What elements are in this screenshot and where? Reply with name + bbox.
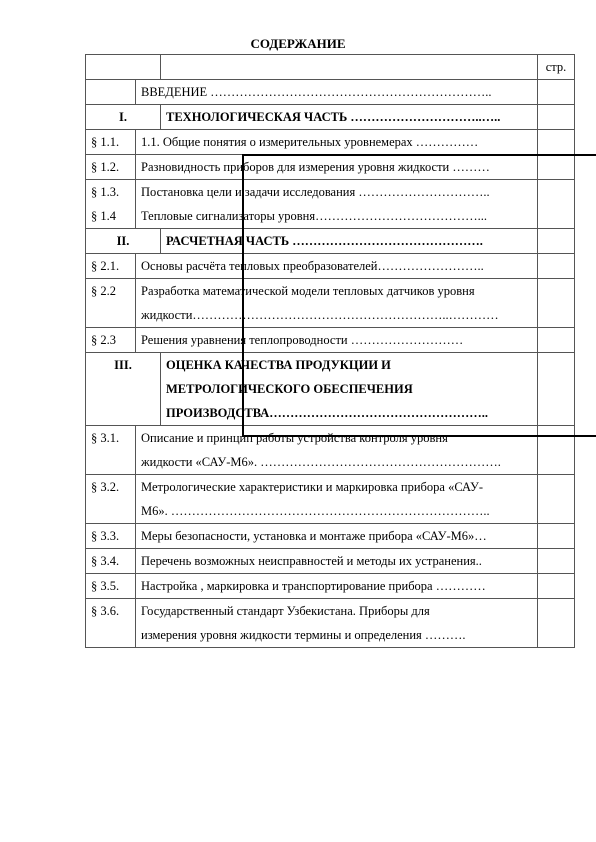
section-title-line: Постановка цели и задачи исследования …………………………..	[141, 185, 490, 199]
section-title	[136, 599, 538, 648]
section-title: ВВЕДЕНИЕ …………………………………………………………..	[136, 80, 538, 105]
section-title: Настройка , маркировка и транспортирование прибора …………	[136, 574, 538, 599]
table-row	[86, 574, 575, 599]
section-title-line: жидкости «САУ-М6». ………………………………………………….	[141, 455, 501, 469]
section-number: § 2.3	[86, 328, 136, 353]
part-title-line: МЕТРОЛОГИЧЕСКОГО ОБЕСПЕЧЕНИЯ	[166, 382, 413, 396]
section-number: § 3.1.	[86, 426, 136, 475]
table-row	[86, 549, 575, 574]
table-row	[86, 130, 575, 155]
part-number: II.	[86, 229, 161, 254]
part-title-line: ПРОИЗВОДСТВА……………………………………………..	[166, 406, 489, 420]
section-title: Решения уравнения теплопроводности ………………………	[136, 328, 538, 353]
overlay-bracket	[242, 154, 596, 437]
section-title	[136, 475, 538, 524]
section-title-line: М6». …………………………………………………………………..	[141, 504, 490, 518]
section-number: § 1.2.	[86, 155, 136, 180]
part-number: III.	[86, 353, 161, 426]
part-title: РАСЧЕТНАЯ ЧАСТЬ ……………………………………….	[161, 229, 538, 254]
section-title-line: жидкости……………………………………………………..…………	[141, 308, 499, 322]
header-cell	[161, 55, 538, 80]
section-number-line: § 1.4	[91, 209, 116, 223]
section-number: § 3.3.	[86, 524, 136, 549]
page-column-header: стр.	[538, 55, 575, 80]
section-number: § 3.4.	[86, 549, 136, 574]
table-row	[86, 475, 575, 524]
page-number-cell	[538, 549, 575, 574]
section-number: § 3.5.	[86, 574, 136, 599]
section-number	[86, 180, 136, 229]
page-number-cell	[538, 475, 575, 524]
section-title-line: Разработка математической модели тепловых датчиков уровня	[141, 284, 475, 298]
header-cell	[86, 55, 161, 80]
section-title: Перечень возможных неисправностей и методы их устранения..	[136, 549, 538, 574]
table-row	[86, 524, 575, 549]
section-number	[86, 80, 136, 105]
section-title-line: Метрологические характеристики и маркировка прибора «САУ-	[141, 480, 483, 494]
page-number-cell	[538, 599, 575, 648]
section-number-line: § 1.3.	[91, 185, 120, 199]
table-header-row	[86, 55, 575, 80]
section-title-line: Государственный стандарт Узбекистана. Приборы для	[141, 604, 430, 618]
page-number-cell	[538, 105, 575, 130]
table-row	[86, 599, 575, 648]
part-title-line: ОЦЕНКА КАЧЕСТВА ПРОДУКЦИИ И	[166, 358, 391, 372]
page-number-cell	[538, 80, 575, 105]
page-number-cell	[538, 574, 575, 599]
page-number-cell	[538, 524, 575, 549]
section-number: § 3.2.	[86, 475, 136, 524]
section-title: 1.1. Общие понятия о измерительных уровнемерах ……………	[136, 130, 538, 155]
page-number-cell	[538, 130, 575, 155]
table-row	[86, 80, 575, 105]
table-row	[86, 105, 575, 130]
section-number: § 1.1.	[86, 130, 136, 155]
section-title-line: Описание и принцип работы устройства контроля уровня	[141, 431, 448, 445]
section-title: Основы расчёта тепловых преобразователей……………………..	[136, 254, 538, 279]
part-title: ТЕХНОЛОГИЧЕСКАЯ ЧАСТЬ …………………………..…..	[161, 105, 538, 130]
section-title-line: измерения уровня жидкости термины и определения ……….	[141, 628, 466, 642]
section-title: Разновидность приборов для измерения уровня жидкости ………	[136, 155, 538, 180]
section-title-line: Тепловые сигнализаторы уровня…………………………………...	[141, 209, 487, 223]
part-number: I.	[86, 105, 161, 130]
section-number: § 2.2	[86, 279, 136, 328]
section-number: § 2.1.	[86, 254, 136, 279]
page-title: СОДЕРЖАНИЕ	[250, 36, 346, 51]
section-title: Меры безопасности, установка и монтаже прибора «САУ-М6»…	[136, 524, 538, 549]
section-number: § 3.6.	[86, 599, 136, 648]
